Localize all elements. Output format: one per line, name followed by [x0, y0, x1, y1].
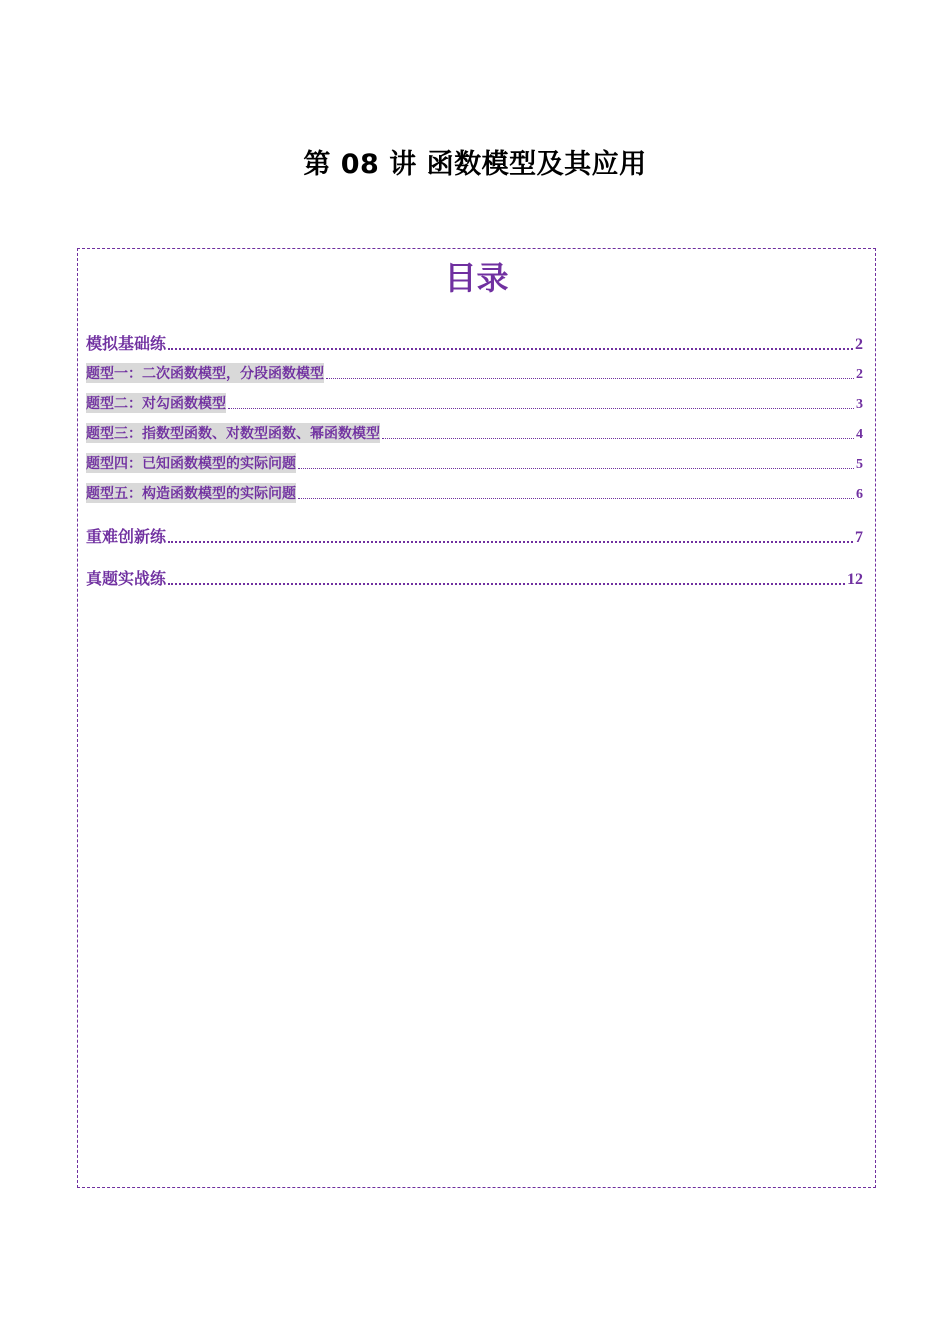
toc-entry-type-2[interactable]	[86, 393, 863, 413]
toc-entry-page: 6	[856, 487, 863, 502]
toc-entry-label: 题型一：二次函数模型，分段函数模型	[86, 363, 324, 383]
toc-entry-page: 4	[856, 427, 863, 442]
toc-leader-dots	[298, 468, 854, 469]
toc-entry-advanced-practice[interactable]	[86, 524, 863, 547]
toc-entry-type-3[interactable]	[86, 423, 863, 443]
toc-entry-page: 3	[856, 397, 863, 412]
toc-entry-page: 12	[847, 571, 863, 588]
toc-entry-label: 题型二：对勾函数模型	[86, 393, 226, 413]
toc-entry-type-5[interactable]	[86, 483, 863, 503]
table-of-contents	[77, 248, 876, 1188]
toc-entry-label: 题型三：指数型函数、对数型函数、幂函数模型	[86, 423, 380, 443]
toc-leader-dots	[298, 498, 854, 499]
toc-heading: 目录	[444, 259, 509, 297]
toc-entry-label: 题型四：已知函数模型的实际问题	[86, 453, 296, 473]
toc-leader-dots	[168, 541, 853, 543]
toc-entry-real-exam-practice[interactable]	[86, 566, 863, 589]
document-title: 第 08 讲 函数模型及其应用	[303, 149, 647, 180]
toc-entry-page: 5	[856, 457, 863, 472]
toc-entry-label: 模拟基础练	[86, 334, 167, 353]
toc-entry-page: 2	[855, 336, 863, 353]
toc-entry-type-4[interactable]	[86, 453, 863, 473]
toc-leader-dots	[228, 408, 854, 409]
toc-leader-dots	[382, 438, 854, 439]
toc-entry-page: 7	[855, 529, 863, 546]
toc-leader-dots	[168, 583, 845, 585]
toc-entry-label: 重难创新练	[86, 527, 167, 546]
toc-entry-page: 2	[856, 367, 863, 382]
toc-entry-type-1[interactable]	[86, 363, 863, 383]
toc-entry-basic-practice[interactable]	[86, 331, 863, 354]
toc-entry-label: 真题实战练	[86, 569, 167, 588]
toc-entry-label: 题型五：构造函数模型的实际问题	[86, 483, 296, 503]
toc-leader-dots	[326, 378, 854, 379]
toc-leader-dots	[168, 348, 853, 350]
